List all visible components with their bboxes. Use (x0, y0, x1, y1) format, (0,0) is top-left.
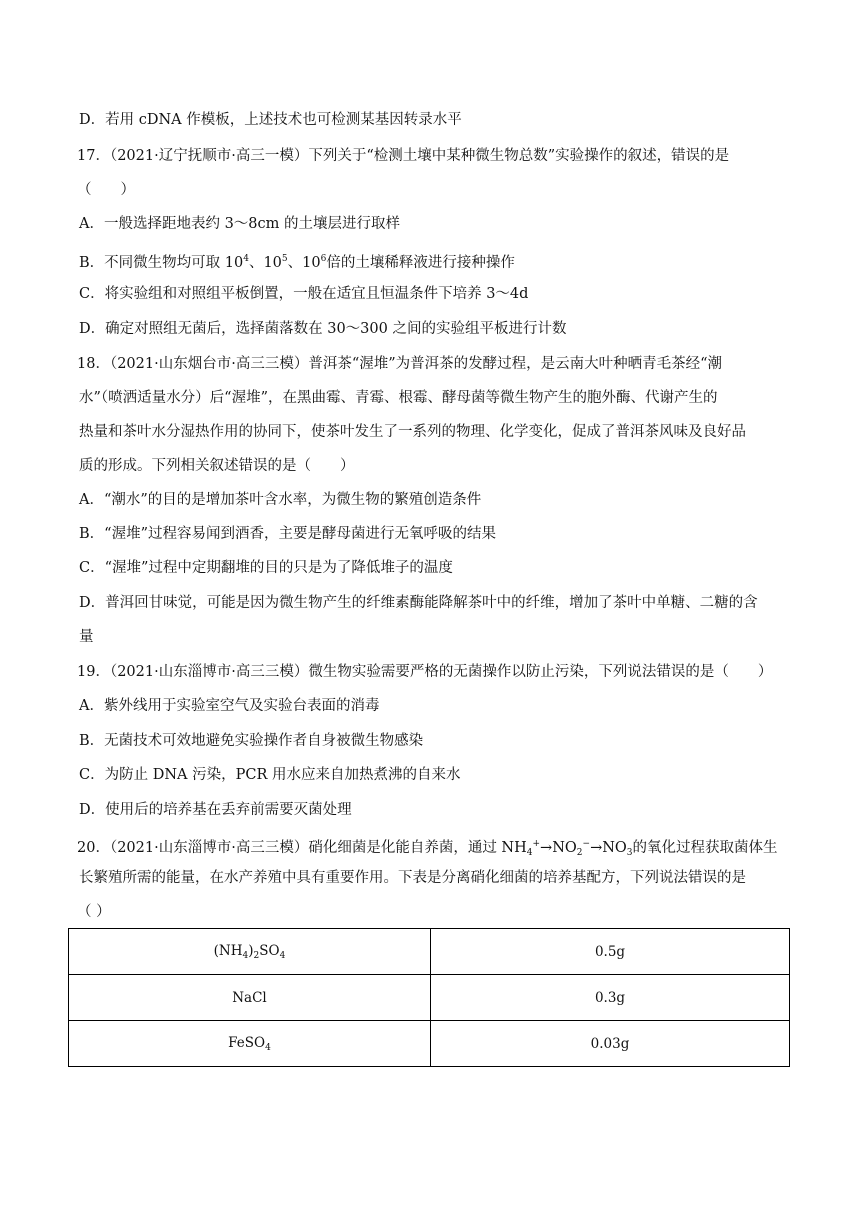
table-cell-amount: 0.3g (431, 975, 790, 1021)
table-cell-reagent: $(NH_4)_2SO_4$ (69, 929, 431, 975)
option-17d: D．确定对照组无菌后，选择菌落数在 30～300 之间的实验组平板进行计数 (79, 321, 567, 337)
table-row (69, 929, 790, 975)
option-17a: A．一般选择距地表约 3～8cm 的土壤层进行取样 (79, 216, 401, 232)
question-20-stem-1: 20．（2021·山东淄博市·高三三模）硝化细菌是化能自养菌，通过 $NH_4^+\to NO_2^-\to NO_3$的氧化过程获取菌体生 (77, 839, 778, 858)
option-19d: D．使用后的培养基在丢弃前需要灭菌处理 (79, 802, 352, 818)
medium-formula-table (68, 928, 790, 1067)
question-18-stem-1: 18．（2021·山东烟台市·高三三模）普洱茶“渥堆”为普洱茶的发酵过程，是云南大叶种晒青毛茶经“潮 (77, 356, 723, 372)
question-20-stem-2: 长繁殖所需的能量，在水产养殖中具有重要作用。下表是分离硝化细菌的培养基配方，下列说法错误的是 (79, 870, 746, 886)
option-18d-cont: 量 (79, 629, 94, 645)
question-17-bracket: （ ） (77, 182, 135, 198)
question-18-stem-4: 质的形成。下列相关叙述错误的是（ ） (79, 458, 355, 474)
question-20-bracket: （ ） (77, 904, 111, 920)
option-16d: D．若用 cDNA 作模板，上述技术也可检测某基因转录水平 (79, 112, 462, 128)
option-18a: A．“潮水”的目的是增加茶叶含水率，为微生物的繁殖创造条件 (79, 492, 482, 508)
table-cell-reagent: FeSO$_4$ (69, 1021, 431, 1067)
question-18-stem-2: 水”（喷洒适量水分）后“渥堆”，在黑曲霉、青霉、根霉、酵母菌等微生物产生的胞外酶、代谢产生的 (79, 390, 718, 406)
option-19b: B．无菌技术可效地避免实验操作者自身被微生物感染 (79, 733, 424, 749)
option-18b: B．“渥堆”过程容易闻到酒香，主要是酵母菌进行无氧呼吸的结果 (79, 526, 496, 542)
table-cell-reagent: NaCl (69, 975, 431, 1021)
option-19c: C．为防止 DNA 污染，PCR 用水应来自加热煮沸的自来水 (79, 767, 461, 783)
question-18-stem-3: 热量和茶叶水分湿热作用的协同下，使茶叶发生了一系列的物理、化学变化，促成了普洱茶风味及良好品 (79, 424, 746, 440)
option-18d: D．普洱回甘味觉，可能是因为微生物产生的纤维素酶能降解茶叶中的纤维，增加了茶叶中单糖、二糖的含 (79, 595, 758, 611)
option-18c: C．“渥堆”过程中定期翻堆的目的只是为了降低堆子的温度 (79, 560, 453, 576)
option-17c: C．将实验组和对照组平板倒置，一般在适宜且恒温条件下培养 3～4d (79, 286, 529, 302)
question-19-stem: 19．（2021·山东淄博市·高三三模）微生物实验需要严格的无菌操作以防止污染，下列说法错误的是（ ） (77, 664, 773, 680)
table-cell-amount: 0.03g (431, 1021, 790, 1067)
table-cell-amount: 0.5g (431, 929, 790, 975)
option-19a: A．紫外线用于实验室空气及实验台表面的消毒 (79, 698, 380, 714)
table-row (69, 1021, 790, 1067)
question-17-stem: 17．（2021·辽宁抚顺市·高三一模）下列关于“检测土壤中某种微生物总数”实验操作的叙述，错误的是 (77, 148, 730, 164)
option-17b: B．不同微生物均可取 $10^4$、$10^5$、$10^6$倍的土壤稀释液进行接种操作 (79, 254, 515, 271)
table-row (69, 975, 790, 1021)
